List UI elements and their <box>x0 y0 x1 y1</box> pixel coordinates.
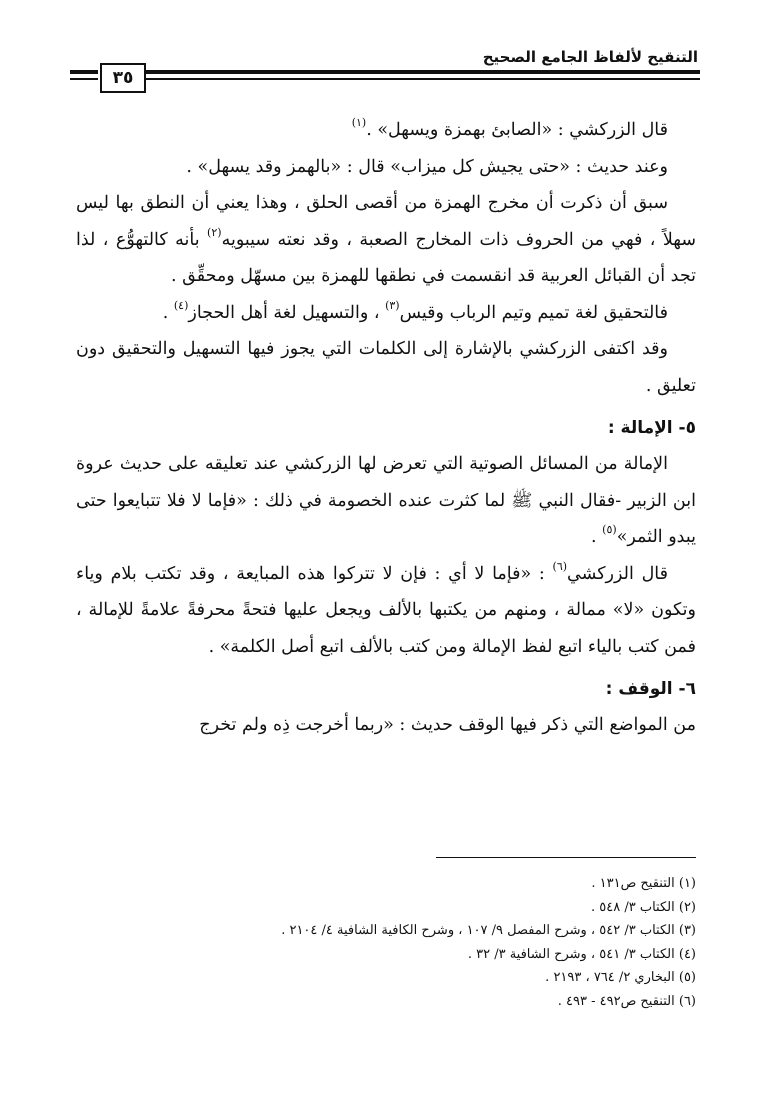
footnote-ref-5: (٥) <box>602 523 617 536</box>
footnote-5: (٥) البخاري ٢/ ٧٦٤ ، ٢١٩٣ . <box>545 970 696 985</box>
footnotes <box>76 872 696 1013</box>
paragraph-7 <box>76 556 696 666</box>
running-title: التنقيح لألفاظ الجامع الصحيح <box>482 48 698 66</box>
header-rule-thin <box>146 78 700 80</box>
paragraph-6 <box>76 446 696 556</box>
footnote-2: (٢) الكتاب ٣/ ٥٤٨ . <box>591 899 696 915</box>
header-rule-thick <box>146 70 700 74</box>
paragraph-4 <box>76 295 696 332</box>
paragraph-2: وعند حديث : «حتى يجيش كل ميزاب» قال : «بالهمز وقد يسهل» . <box>186 156 668 177</box>
paragraph-8: من المواضع التي ذكر فيها الوقف حديث : «ربما أخرجت ذِه ولم تخرج <box>199 715 696 735</box>
footnote-ref-6: (٦) <box>552 559 568 573</box>
paragraph-3 <box>76 185 696 295</box>
header-rule-left-thin <box>70 78 98 80</box>
footnote-ref-4: (٤) <box>173 298 189 312</box>
header-rule-left-thick <box>70 70 98 74</box>
section-heading-imala: ٥- الإمالة : <box>607 418 696 438</box>
paragraph-6-text-a: الإمالة من المسائل الصوتية التي تعرض لها الزركشي عند تعليقه على حديث عروة ابن الزبير -فقال النبي ﷺ لما كثرت عنده الخصومة في ذلك : «فإما لا فلا تتبايعوا حتى يبدو الثمر» <box>76 454 696 547</box>
paragraph-4-text-c: . <box>162 302 169 323</box>
paragraph-5: وقد اكتفى الزركشي بالإشارة إلى الكلمات التي يجوز فيها التسهيل والتحقيق دون تعليق . <box>76 339 696 396</box>
footnote-ref-3: (٣) <box>385 298 400 312</box>
footnote-4: (٤) الكتاب ٣/ ٥٤١ ، وشرح الشافية ٣/ ٣٢ . <box>467 946 696 962</box>
paragraph-1-text: قال الزركشي : «الصابئ بهمزة ويسهل» . <box>366 120 668 140</box>
footnote-separator <box>436 857 696 858</box>
paragraph-3-text-a: سبق أن ذكرت أن مخرج الهمزة من أقصى الحلق ، وهذا يعني أن النطق بها ليس سهلاً ، فهي من الحروف ذات المخارج الصعبة ، وقد نعته سيبويه <box>76 193 696 250</box>
section-heading-waqf: ٦- الوقف : <box>605 679 696 699</box>
paragraph-3-text-b: بأنه كالتهوُّع ، لذا تجد أن القبائل العربية قد انقسمت في نطقها للهمزة بين مسهّل ومحقِّق . <box>76 229 696 286</box>
footnote-6: (٦) التنقيح ص٤٩٢ - ٤٩٣ . <box>557 993 696 1009</box>
paragraph-7-text-b: : «فإما لا أي : فإن لا تتركوا هذه المبايعة ، وقد تكتب بلام وياء وتكون «لا» ممالة ، ومنهم من يكتبها بالألف ويجعل عليها فتحةً محرفةً علامةً للإمالة ، فمن كتب بالياء اتبع لفظ الإمالة ومن كتب بالألف اتبع أصل الكلمة» . <box>76 563 696 657</box>
paragraph-4-text-a: فالتحقيق لغة تميم وتيم الرباب وقيس <box>399 302 668 323</box>
paragraph-7-text-a: قال الزركشي <box>567 563 668 584</box>
paragraph-6-text-b: . <box>591 527 597 547</box>
footnote-1: (١) التنقيح ص١٣١ . <box>591 876 696 891</box>
paragraph-1 <box>76 112 696 149</box>
paragraph-4-text-b: ، والتسهيل لغة أهل الحجاز <box>188 302 380 323</box>
body-text <box>76 112 696 744</box>
footnote-ref-2: (٢) <box>207 225 222 239</box>
page-number: ٣٥ <box>100 63 146 93</box>
footnote-3: (٣) الكتاب ٣/ ٥٤٢ ، وشرح المفصل ٩/ ١٠٧ ، وشرح الكافية الشافية ٤/ ٢١٠٤ . <box>281 923 696 938</box>
footnote-ref-1: (١) <box>351 116 367 129</box>
